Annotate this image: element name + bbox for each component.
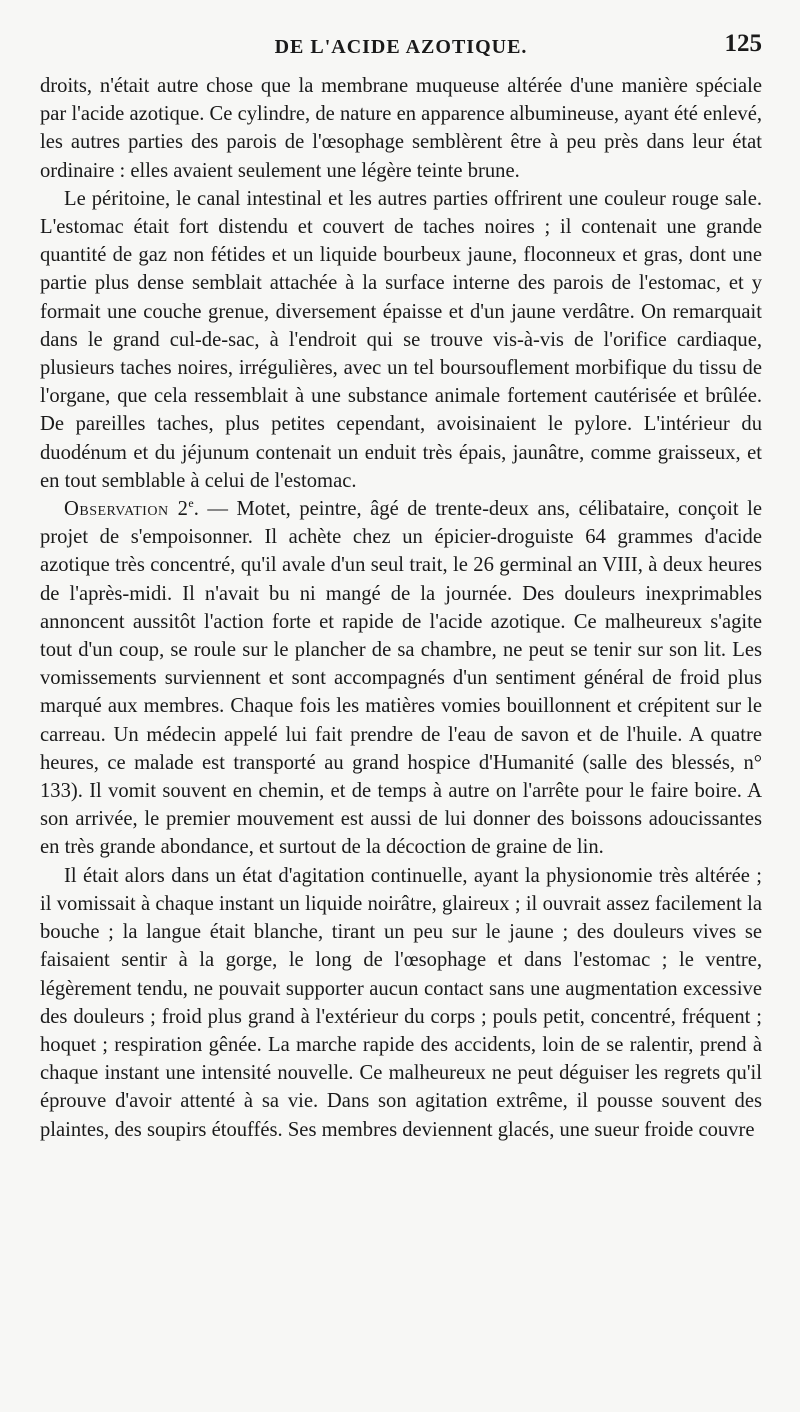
paragraph-continued: droits, n'était autre chose que la membrane muqueuse altérée d'une manière spéciale par l'acide azotique. Ce cylindre, de nature en apparence albumineuse, ayant été enlevé, les autres parties des parois de l'œsophage semblèrent être à peu près dans leur état ordinaire : elles avaient seulement une légère teinte brune. bbox=[40, 75, 762, 182]
observation-label: Observation 2 bbox=[64, 498, 189, 521]
paragraph-symptoms: Il était alors dans un état d'agitation continuelle, ayant la physionomie très altérée ; il vomissait à chaque instant un liquide noirâtre, glaireux ; il ouvrait assez facilement la bouche ; la langue était blanche, tirant un peu sur le jaune ; des douleurs vives se faisaient sentir à la gorge, le long de l'œsophage et dans l'estomac ; le ventre, légèrement tendu, ne pouvait supporter aucun contact sans une augmentation excessive des douleurs ; froid plus grand à l'extérieur du corps ; pouls petit, concentré, fréquent ; hoquet ; respiration gênée. La marche rapide des accidents, loin de se ralentir, prend à chaque instant une intensité nouvelle. Ce malheureux ne peut déguiser les regrets qu'il éprouve d'avoir attenté à sa vie. Dans son agitation extrême, il pousse souvent des plaintes, des soupirs étouffés. Ses membres deviennent glacés, une sueur froide couvre bbox=[40, 864, 762, 1141]
page-number: 125 bbox=[724, 30, 762, 57]
paragraph-observation bbox=[40, 495, 762, 862]
observation-ordinal: e bbox=[188, 496, 194, 511]
page-header bbox=[40, 28, 762, 72]
body-text bbox=[40, 72, 762, 1144]
running-head: DE L'ACIDE AZOTIQUE. bbox=[274, 36, 528, 58]
observation-text: . — Motet, peintre, âgé de trente-deux ans, célibataire, conçoit le projet de s'empoisonner. Il achète chez un épicier-droguiste 64 grammes d'acide azotique très concentré, qu'il avale d'un seul trait, le 26 germinal an VIII, à deux heures de l'après-midi. Il n'avait bu ni mangé de la journée. Des douleurs inexprimables annoncent aussitôt l'action forte et rapide de l'acide azotique. Ce malheureux s'agite tout d'un coup, se roule sur le plancher de sa chambre, ne peut se tenir sur son lit. Les vomissements surviennent et sont accompagnés d'un sentiment général de froid plus marqué aux membres. Chaque fois les matières vomies bouillonnent et crépitent sur le carreau. Un médecin appelé lui fait prendre de l'eau de savon et de l'huile. A quatre heures, ce malade est transporté au grand hospice d'Humanité (salle des blessés, n° 133). Il vomit souvent en chemin, et de temps à autre on l'arrête pour le faire boire. A son arrivée, le premier mouvement est aussi de lui donner des boissons adoucissantes en très grande abondance, et surtout de la décoction de graine de lin. bbox=[40, 498, 762, 859]
paragraph-autopsy: Le péritoine, le canal intestinal et les autres parties offrirent une couleur rouge sale. L'estomac était fort distendu et couvert de taches noires ; il contenait une grande quantité de gaz non fétides et un liquide bourbeux jaune, floconneux et gras, dont une partie plus dense semblait attachée à la surface interne des parois de l'estomac, et y formait une couche grenue, diversement épaisse et d'un jaune verdâtre. On remarquait dans le grand cul-de-sac, à l'endroit qui se trouve vis-à-vis de l'orifice cardiaque, plusieurs taches noires, irrégulières, avec un tel boursouflement morbifique du tissu de l'organe, que cela ressemblait à une substance animale fortement cautérisée et brûlée. De pareilles taches, plus petites cependant, avoisinaient le pylore. L'intérieur du duodénum et du jéjunum contenait un enduit très épais, jaunâtre, comme graisseux, et en tout semblable à celui de l'estomac. bbox=[40, 187, 762, 492]
